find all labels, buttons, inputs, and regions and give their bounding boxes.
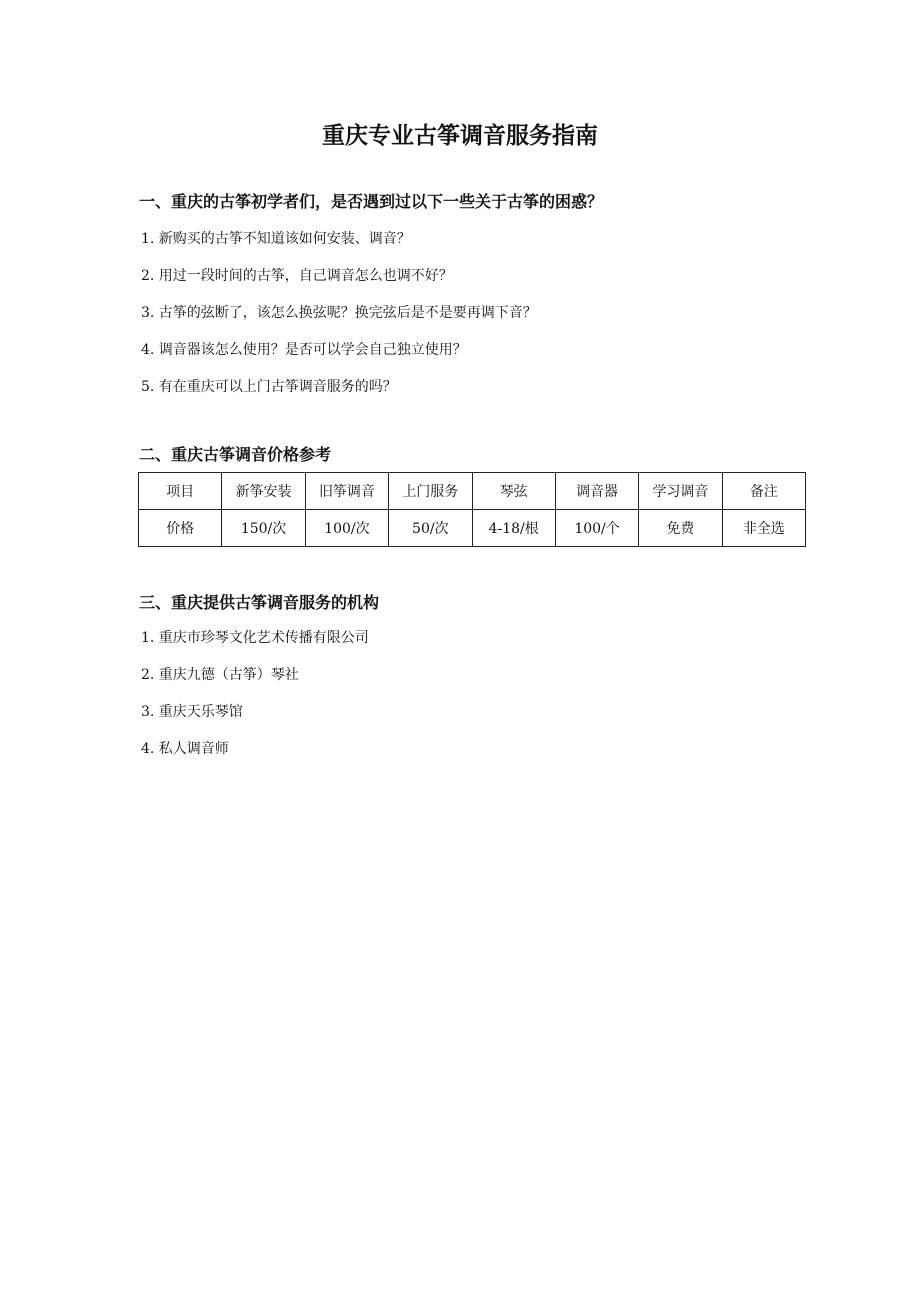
page-title: 重庆专业古筝调音服务指南 bbox=[322, 123, 598, 149]
list-item: 1. 重庆市珍琴文化艺术传播有限公司 bbox=[141, 630, 369, 646]
list-item: 2. 用过一段时间的古筝，自己调音怎么也调不好？ bbox=[141, 268, 453, 284]
table-row bbox=[139, 510, 806, 547]
table-cell: 琴弦 bbox=[472, 473, 555, 510]
list-item: 5. 有在重庆可以上门古筝调音服务的吗？ bbox=[141, 379, 397, 395]
table-header-row bbox=[139, 473, 806, 510]
table-cell: 非全选 bbox=[722, 510, 805, 547]
table-cell: 项目 bbox=[139, 473, 222, 510]
table-cell: 4-18/根 bbox=[472, 510, 555, 547]
list-item: 2. 重庆九德（古筝）琴社 bbox=[141, 667, 299, 683]
table-cell: 50/次 bbox=[389, 510, 472, 547]
table-cell: 100/次 bbox=[305, 510, 388, 547]
section-heading-prices: 二、重庆古筝调音价格参考 bbox=[139, 445, 332, 464]
list-item: 3. 古筝的弦断了，该怎么换弦呢？换完弦后是不是要再调下音？ bbox=[141, 305, 537, 321]
table-cell: 上门服务 bbox=[389, 473, 472, 510]
price-table bbox=[138, 472, 806, 547]
table-cell: 100/个 bbox=[555, 510, 638, 547]
table-cell: 新筝安装 bbox=[222, 473, 305, 510]
list-item: 4. 调音器该怎么使用？是否可以学会自己独立使用？ bbox=[141, 342, 467, 358]
table-cell: 150/次 bbox=[222, 510, 305, 547]
organizations-list bbox=[141, 628, 369, 776]
table-cell: 学习调音 bbox=[639, 473, 722, 510]
section-heading-questions: 一、重庆的古筝初学者们，是否遇到过以下一些关于古筝的困惑？ bbox=[139, 192, 604, 211]
table-cell: 备注 bbox=[722, 473, 805, 510]
list-item: 3. 重庆天乐琴馆 bbox=[141, 704, 243, 720]
list-item: 4. 私人调音师 bbox=[141, 741, 229, 757]
questions-list bbox=[141, 229, 537, 414]
table-cell: 调音器 bbox=[555, 473, 638, 510]
table-cell: 旧筝调音 bbox=[305, 473, 388, 510]
table-cell: 价格 bbox=[139, 510, 222, 547]
list-item: 1. 新购买的古筝不知道该如何安装、调音？ bbox=[141, 231, 411, 247]
section-heading-organizations: 三、重庆提供古筝调音服务的机构 bbox=[139, 593, 380, 612]
table-cell: 免费 bbox=[639, 510, 722, 547]
